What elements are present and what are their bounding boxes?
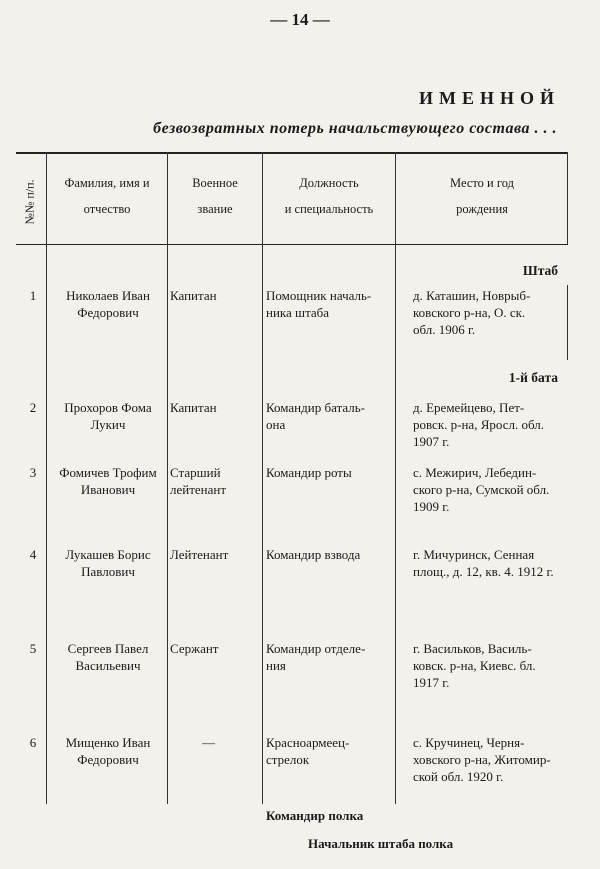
section-label-staff: Штаб: [522, 263, 558, 278]
row-rank: —: [202, 735, 215, 750]
column-divider: [167, 152, 168, 804]
row-position: Помощник началь- ника штаба: [266, 288, 372, 320]
row-position: Командир баталь- она: [266, 400, 365, 432]
row-position: Командир взвода: [266, 547, 361, 562]
row-place: д. Каташин, Новрыб- ковского р-на, О. ск. обл. 1906 г.: [413, 288, 531, 337]
row-name: Прохоров Фома Лукич: [64, 400, 152, 432]
row-position: Командир отделе- ния: [266, 641, 366, 673]
document-subtitle: безвозвратных потерь начальствующего состава . . .: [153, 120, 557, 137]
column-header-place: Место и год рождения: [450, 176, 514, 216]
row-rank: Сержант: [170, 641, 219, 656]
row-rank: Капитан: [170, 288, 217, 303]
signature-chief-of-staff: Начальник штаба полка: [308, 836, 454, 851]
row-position: Красноармеец- стрелок: [266, 735, 350, 767]
column-divider: [395, 152, 396, 804]
row-place: г. Мичуринск, Сенная площ., д. 12, кв. 4. 1912 г.: [413, 547, 554, 579]
row-place: г. Васильков, Василь- ковск. р-на, Киевс. бл. 1917 г.: [413, 641, 536, 690]
row-number: 5: [29, 641, 37, 656]
row-place: с. Кручинец, Черня- ховского р-на, Житомир- ской обл. 1920 г.: [413, 735, 551, 784]
column-divider: [262, 152, 263, 804]
row-position: Командир роты: [266, 465, 352, 480]
row-rank: Капитан: [170, 400, 217, 415]
row-rank: Старший лейтенант: [170, 465, 227, 497]
column-header-name: Фамилия, имя и отчество: [64, 176, 150, 216]
row-number: 2: [29, 400, 37, 415]
column-header-position: Должность и специальность: [284, 176, 374, 216]
row-rank: Лейтенант: [170, 547, 229, 562]
table-header-rule: [16, 244, 568, 245]
column-divider: [567, 152, 568, 244]
row-place: д. Еремейцево, Пет- ровск. р-на, Яросл. обл. 1907 г.: [413, 400, 544, 449]
column-header-number: №№ п/п.: [22, 179, 37, 225]
row-number: 3: [29, 465, 37, 480]
table-top-rule: [16, 152, 568, 154]
row-name: Николаев Иван Федорович: [66, 288, 150, 320]
row-number: 4: [29, 547, 37, 562]
page-number: — 14 —: [270, 10, 330, 29]
row-name: Лукашев Борис Павлович: [65, 547, 151, 579]
section-label-battalion: 1-й бата: [508, 370, 558, 385]
document-title: ИМЕННОЙ: [419, 88, 560, 108]
row-number: 1: [29, 288, 37, 303]
row-name: Сергеев Павел Васильевич: [67, 641, 149, 673]
row-number: 6: [29, 735, 37, 750]
row-place: с. Межирич, Лебедин- ского р-на, Сумской обл. 1909 г.: [413, 465, 550, 514]
row-name: Фомичев Трофим Иванович: [59, 465, 157, 497]
row-name: Мищенко Иван Федорович: [65, 735, 151, 767]
signature-regiment-commander: Командир полка: [266, 808, 364, 823]
column-header-rank: Военное звание: [192, 176, 238, 216]
column-divider: [46, 152, 47, 804]
